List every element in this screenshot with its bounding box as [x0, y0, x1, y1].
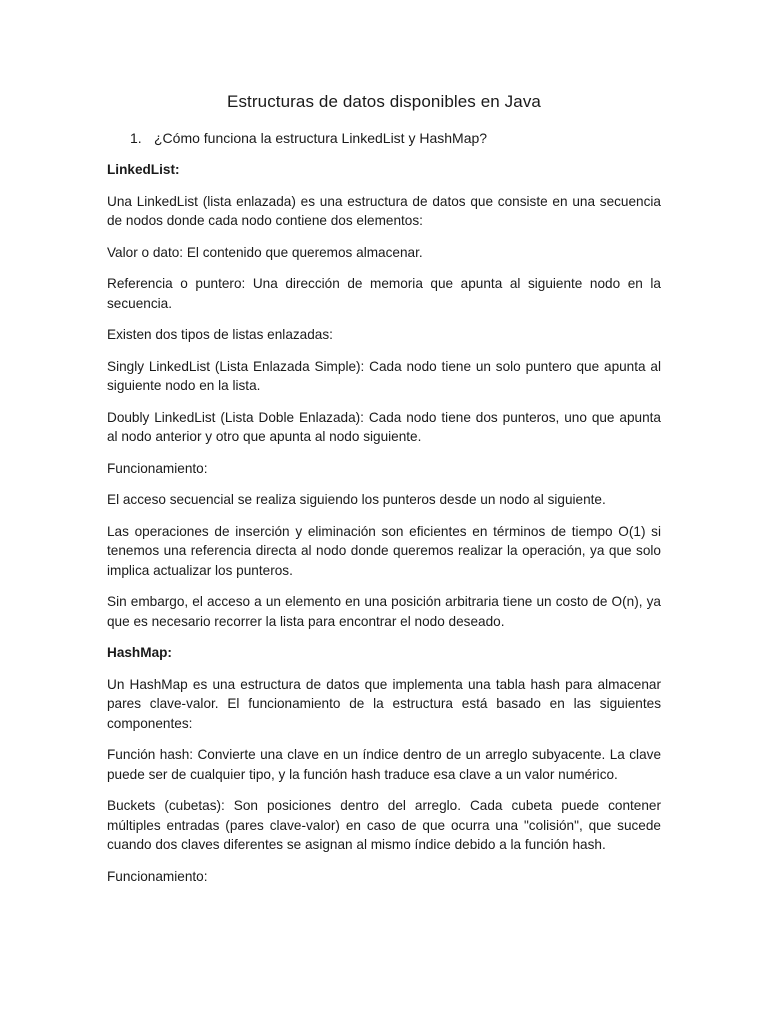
linkedlist-doubly-paragraph: Doubly LinkedList (Lista Doble Enlazada): Cada nodo tiene dos punteros, uno que apunta al nodo anterior y otro que apunta al nodo siguiente.: [107, 409, 661, 444]
hashmap-heading: HashMap:: [107, 645, 172, 660]
linkedlist-heading: LinkedList:: [107, 162, 180, 177]
linkedlist-reference-paragraph: Referencia o puntero: Una dirección de memoria que apunta al siguiente nodo en la secuencia.: [107, 276, 661, 311]
hashmap-buckets-paragraph: Buckets (cubetas): Son posiciones dentro del arreglo. Cada cubeta puede contener múltiples entradas (pares clave-valor) en caso de que ocurra una "colisión", que sucede cuando dos claves diferentes se asignan al mismo índice debido a la función hash.: [107, 798, 661, 852]
hashmap-funcionamiento-label: Funcionamiento:: [107, 868, 208, 884]
linkedlist-operations-paragraph: Las operaciones de inserción y eliminación son eficientes en términos de tiempo O(1) si tenemos una referencia directa al nodo donde queremos realizar la operación, ya que solo implica actualizar los punteros.: [107, 523, 661, 578]
question-text: ¿Cómo funciona la estructura LinkedList y HashMap?: [154, 130, 488, 146]
linkedlist-funcionamiento-label: Funcionamiento:: [107, 460, 208, 476]
question-item: [130, 130, 487, 146]
linkedlist-intro-paragraph: Una LinkedList (lista enlazada) es una estructura de datos que consiste en una secuencia de nodos donde cada nodo contiene dos elementos:: [107, 193, 661, 228]
hashmap-intro-paragraph: Un HashMap es una estructura de datos que implementa una tabla hash para almacenar pares clave-valor. El funcionamiento de la estructura está basado en las siguientes componentes:: [107, 676, 661, 731]
document-body: [107, 160, 661, 898]
linkedlist-access-paragraph: El acceso secuencial se realiza siguiendo los punteros desde un nodo al siguiente.: [107, 492, 606, 507]
linkedlist-types-paragraph: Existen dos tipos de listas enlazadas:: [107, 327, 333, 342]
question-number: 1.: [130, 130, 142, 146]
hashmap-hash-function-paragraph: Función hash: Convierte una clave en un índice dentro de un arreglo subyacente. La clave puede ser de cualquier tipo, y la función hash traduce esa clave a un valor numérico.: [107, 747, 661, 782]
linkedlist-cost-paragraph: Sin embargo, el acceso a un elemento en una posición arbitraria tiene un costo de O(n), ya que es necesario recorrer la lista para encontrar el nodo deseado.: [107, 594, 661, 629]
linkedlist-singly-paragraph: Singly LinkedList (Lista Enlazada Simple): Cada nodo tiene un solo puntero que apunta al siguiente nodo en la lista.: [107, 358, 661, 393]
linkedlist-value-paragraph: Valor o dato: El contenido que queremos almacenar.: [107, 244, 423, 260]
document-title: Estructuras de datos disponibles en Java: [227, 92, 541, 111]
